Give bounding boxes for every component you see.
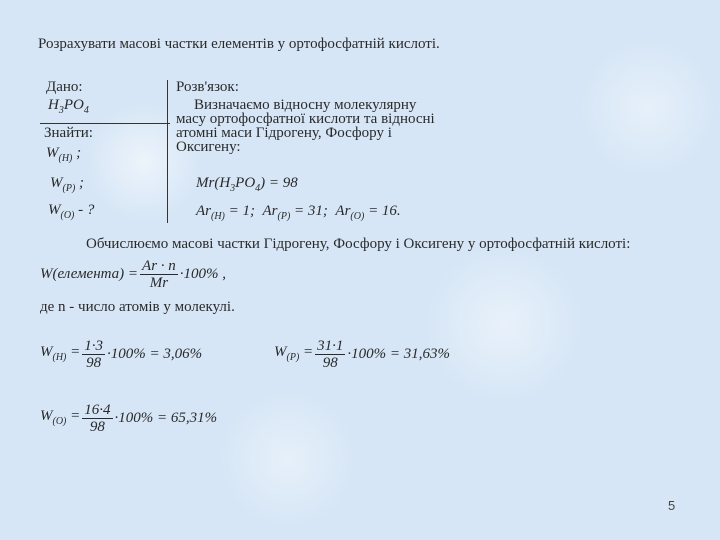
w-p-denominator: 98 [322, 355, 338, 371]
solution-line: масу ортофосфатної кислоти та відносні [176, 111, 435, 127]
w-p-numerator: 31·1 [317, 338, 344, 354]
w-o-lhs: $W_{(O)}$ = [40, 407, 81, 427]
w-p-calc [274, 338, 450, 371]
formula-lhs: W(елемента) = [40, 266, 139, 282]
find-w-o: $W_{(O)}$ - ? [48, 202, 95, 221]
page-number: 5 [668, 498, 676, 513]
formula-fraction [140, 258, 178, 291]
w-p-fraction [315, 338, 345, 371]
solution-label: Розв'язок: [176, 79, 239, 95]
mr-value: $Mr(H_3PO_4) = 98$ [196, 175, 298, 194]
ar-values: $Ar_{(H)} = 1$; $Ar_{(P)} = 31$; $Ar_{(O)} = 16$. [196, 203, 401, 222]
general-formula [40, 258, 226, 291]
w-o-calc [40, 402, 217, 435]
w-o-numerator: 16·4 [84, 402, 111, 418]
solution-text [176, 98, 458, 154]
task-title: Розрахувати масові частки елементів у ортофосфатній кислоті. [38, 36, 440, 52]
w-h-fraction [82, 338, 105, 371]
given-formula: $H_3PO_4$ [48, 97, 89, 116]
find-label: Знайти: [44, 125, 93, 141]
formula-denominator: Mr [149, 275, 169, 291]
given-label: Дано: [46, 79, 83, 95]
w-h-rhs: ·100% = 3,06% [107, 346, 203, 362]
w-p-rhs: ·100% = 31,63% [347, 346, 451, 362]
solution-divider [167, 80, 168, 223]
w-o-rhs: ·100% = 65,31% [114, 410, 218, 426]
w-h-lhs: $W_{(H)}$ = [40, 343, 81, 363]
w-h-denominator: 98 [86, 355, 102, 371]
given-divider [40, 123, 170, 124]
solution-line: атомні маси Гідрогену, Фосфору і [176, 125, 392, 141]
w-o-fraction [82, 402, 112, 435]
where-line: де n - число атомів у молекулі. [40, 299, 235, 315]
w-h-numerator: 1·3 [84, 338, 104, 354]
w-h-calc [40, 338, 202, 371]
formula-numerator: Ar · n [142, 258, 176, 274]
w-p-lhs: $W_{(P)}$ = [274, 343, 314, 363]
calc-heading: Обчислюємо масові частки Гідрогену, Фосфору і Оксигену у ортофосфатній кислоті: [86, 236, 631, 252]
find-w-h: $W_{(H)}$ ; [46, 145, 82, 164]
w-o-denominator: 98 [89, 419, 105, 435]
find-w-p: $W_{(P)}$ ; [50, 175, 85, 194]
formula-rhs: ·100% , [179, 266, 227, 282]
solution-line: Визначаємо відносну молекулярну [194, 97, 417, 113]
solution-line: Оксигену: [176, 139, 241, 155]
